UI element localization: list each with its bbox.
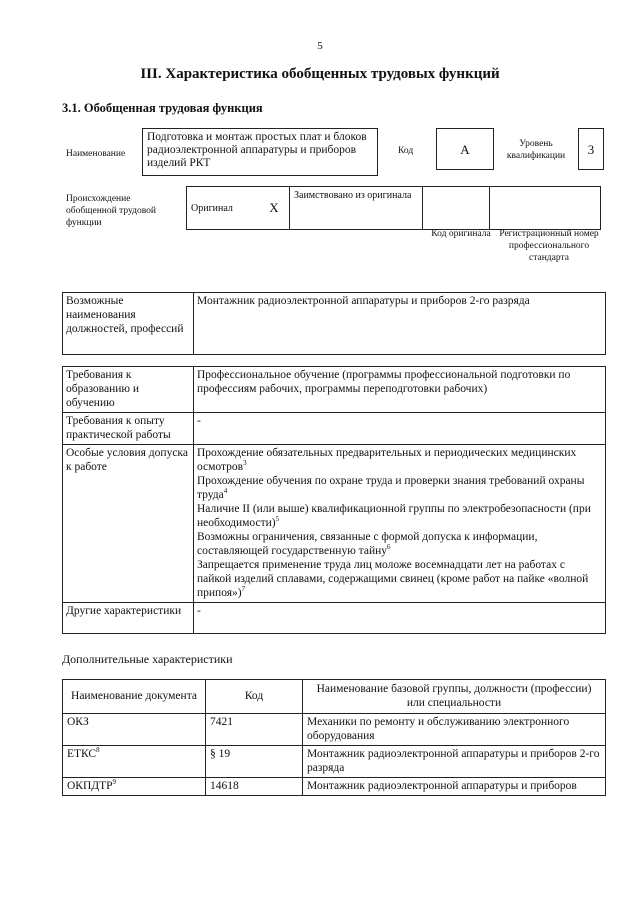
conditions-list [194, 445, 606, 603]
origin-table [186, 186, 601, 230]
extra-header-code: Код [206, 680, 303, 714]
other-value: - [194, 603, 606, 634]
table-row [63, 778, 606, 796]
extra-doc: ОКЗ [63, 714, 206, 746]
education-label: Требования к образованию и обучению [63, 367, 194, 413]
requirements-table [62, 366, 606, 634]
condition-item: Запрещается применение труда лиц моложе восемнадцати лет на работах с пайкой изделий сплавами, содержащими свинец (кроме работ на пайке «волной припоя»)$^7$ [197, 559, 589, 599]
condition-item: Прохождение обучения по охране труда и проверки знания требований охраны труда$^4$ [197, 475, 585, 501]
extra-title: Дополнительные характеристики [62, 652, 233, 666]
condition-item: Наличие II (или выше) квалификационной группы по электробезопасности (при необходимости)$^5$ [197, 503, 591, 529]
positions-label: Возможные наименования должностей, профессий [63, 293, 194, 355]
level-value: 3 [578, 128, 604, 170]
original-label: Оригинал [187, 187, 260, 230]
extra-code: § 19 [206, 746, 303, 778]
table-row [63, 746, 606, 778]
name-value: Подготовка и монтаж простых плат и блоков радиоэлектронной аппаратуры и приборов изделий РКТ [142, 128, 378, 176]
reg-number-cell [490, 187, 601, 230]
original-code-cell [423, 187, 490, 230]
extra-doc: ЕТКС$^8$ [63, 746, 206, 778]
name-label: Наименование [66, 149, 126, 159]
condition-item: Возможны ограничения, связанные с формой допуска к информации, составляющей государственную тайну$^6$ [197, 531, 538, 557]
extra-code: 14618 [206, 778, 303, 796]
caption-code: Код оригинала [431, 229, 491, 239]
experience-label: Требования к опыту практической работы [63, 413, 194, 445]
section-title: III. Характеристика обобщенных трудовых функций [140, 66, 500, 82]
extra-table [62, 679, 606, 796]
experience-value: - [194, 413, 606, 445]
extra-header-doc: Наименование документа [63, 680, 206, 714]
condition-item: Прохождение обязательных предварительных и периодических медицинских осмотров$^3$ [197, 447, 577, 473]
code-label: Код [398, 146, 414, 156]
positions-table [62, 292, 606, 355]
positions-value: Монтажник радиоэлектронной аппаратуры и приборов 2-го разряда [194, 293, 606, 355]
extra-header-name: Наименование базовой группы, должности (профессии) или специальности [303, 680, 606, 714]
page-number: 5 [317, 40, 323, 52]
original-mark: X [259, 187, 290, 230]
caption-reg: Регистрационный номер профессионального стандарта [499, 229, 599, 263]
subsection-title: 3.1. Обобщенная трудовая функция [62, 101, 263, 115]
borrowed-label: Заимствовано из оригинала [290, 187, 423, 230]
extra-name: Монтажник радиоэлектронной аппаратуры и приборов 2-го разряда [303, 746, 606, 778]
table-row [63, 714, 606, 746]
extra-name: Монтажник радиоэлектронной аппаратуры и приборов [303, 778, 606, 796]
extra-name: Механики по ремонту и обслуживанию электронного оборудования [303, 714, 606, 746]
other-label: Другие характеристики [63, 603, 194, 634]
conditions-label: Особые условия допуска к работе [63, 445, 194, 603]
code-value: А [436, 128, 494, 170]
level-label: Уровень квалификации [506, 139, 566, 161]
origin-label: Происхождение обобщенной трудовой функции [66, 194, 156, 228]
extra-code: 7421 [206, 714, 303, 746]
extra-doc: ОКПДТР$^9$ [63, 778, 206, 796]
education-value: Профессиональное обучение (программы профессиональной подготовки по профессиям рабочих, программы переподготовки рабочих) [194, 367, 606, 413]
